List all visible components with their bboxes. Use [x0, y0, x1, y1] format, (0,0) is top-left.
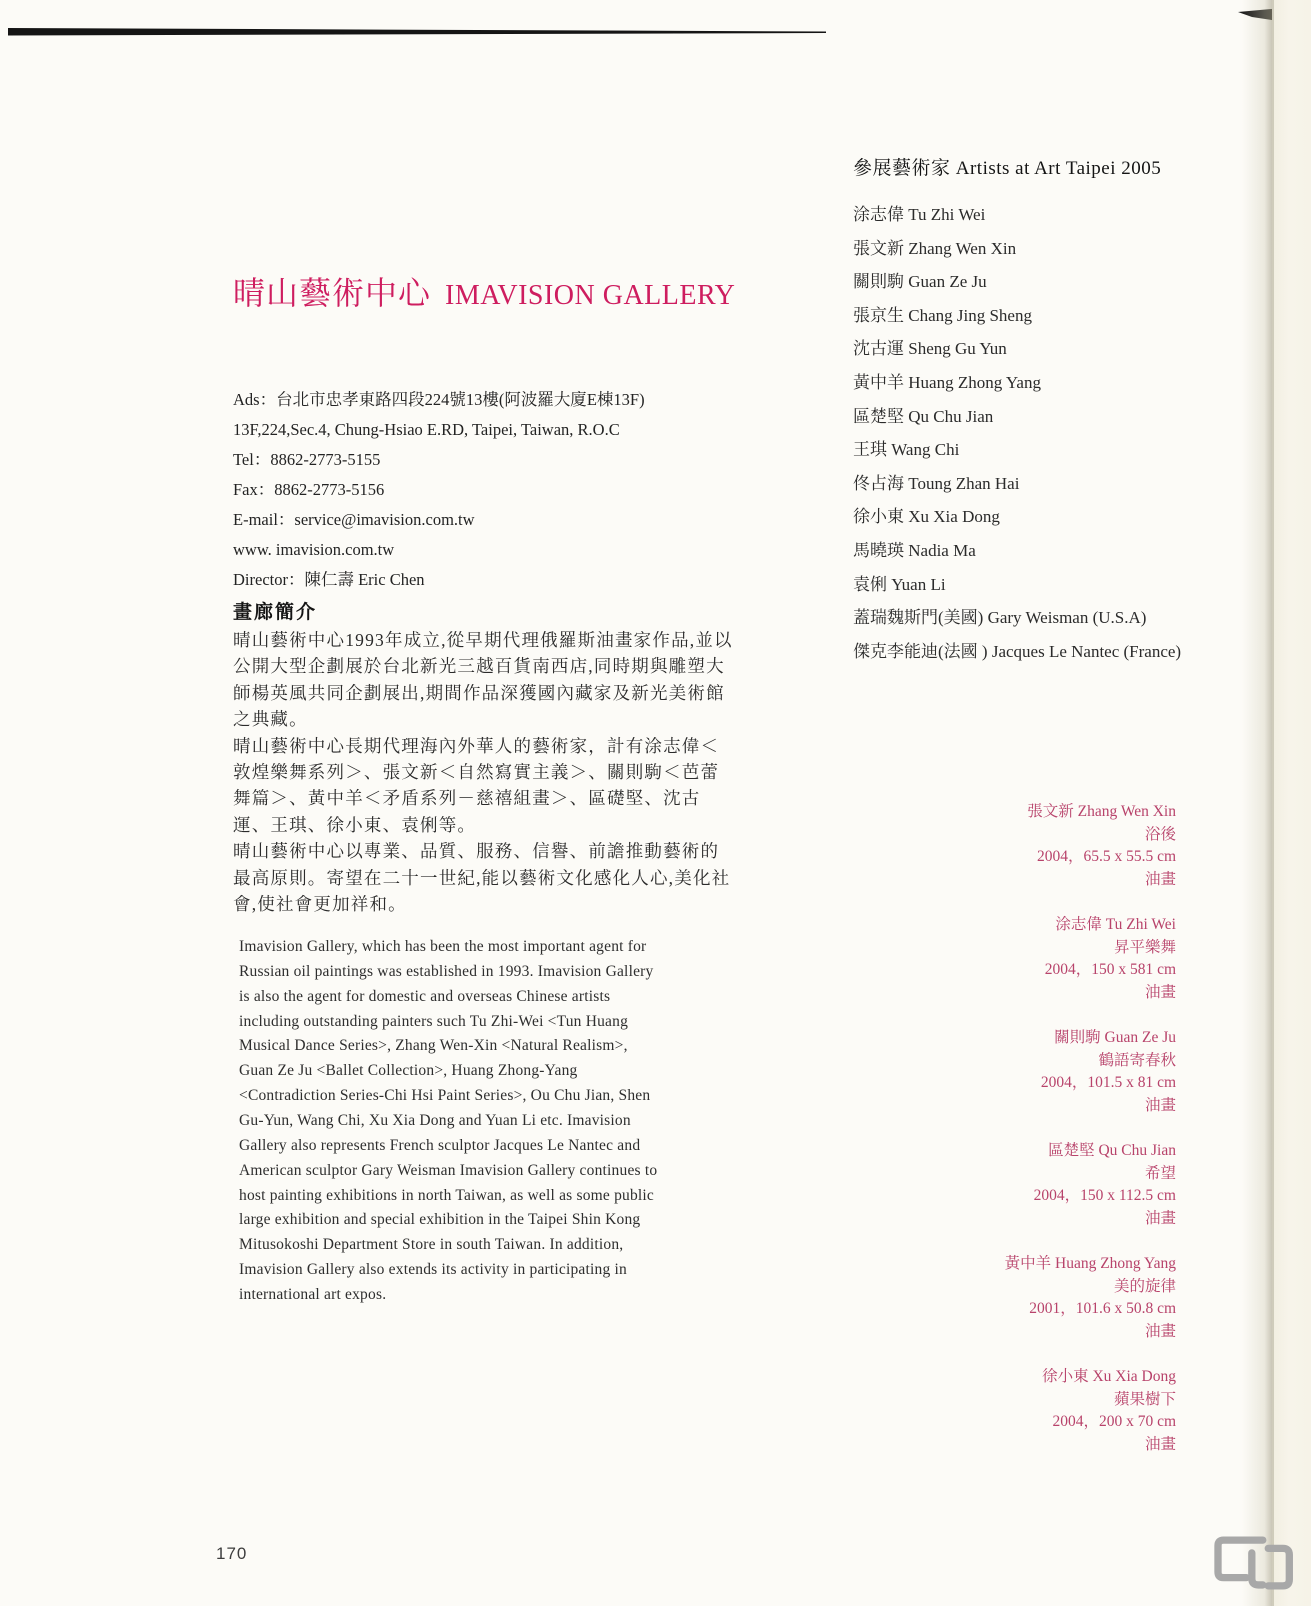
artwork-title: 希望 [1144, 1164, 1176, 1182]
intro-english-line: American sculptor Gary Weisman Imavision Gallery continues to [239, 1161, 658, 1179]
intro-chinese-line: 師楊英風共同企劃展出,期間作品深獲國內藏家及新光美術館 [233, 682, 725, 703]
intro-chinese-line: 之典藏。 [233, 709, 308, 730]
artist-list-item: 馬曉瑛 Nadia Ma [853, 540, 976, 560]
artwork-artist: 徐小東 Xu Xia Dong [1042, 1368, 1176, 1385]
artwork-block [840, 1027, 1176, 1117]
artwork-listings [840, 801, 1176, 1479]
artist-list-item: 關則駒 Guan Ze Ju [853, 272, 987, 292]
artwork-artist: 黃中羊 Huang Zhong Yang [1004, 1255, 1176, 1272]
artist-list-item: 黃中羊 Huang Zhong Yang [853, 372, 1041, 392]
scan-artifact-bars [0, 0, 1311, 60]
artwork-title: 美的旋律 [1113, 1277, 1176, 1295]
artwork-block [840, 1140, 1176, 1230]
contact-line: Director：陳仁壽 Eric Chen [233, 570, 425, 589]
artwork-block [840, 1253, 1176, 1343]
artwork-artist: 關則駒 Guan Ze Ju [1054, 1029, 1176, 1046]
contact-line: Ads：台北市忠孝東路四段224號13樓(阿波羅大廈E棟13F) [233, 390, 645, 409]
artwork-size: 2004，150 x 112.5 cm [1033, 1187, 1176, 1204]
artwork-block [840, 1366, 1176, 1456]
artwork-title: 昇平樂舞 [1113, 938, 1176, 956]
intro-english-line: large exhibition and special exhibition in the Taipei Shin Kong [239, 1211, 641, 1229]
intro-chinese-line: 舞篇＞、黃中羊＜矛盾系列－慈禧組畫＞、區礎堅、沈古 [233, 788, 701, 809]
artwork-title: 鶴語寄春秋 [1098, 1051, 1176, 1069]
artist-list-item: 張文新 Zhang Wen Xin [853, 238, 1017, 258]
intro-heading: 畫廊簡介 [233, 602, 318, 623]
page-edge-band [1274, 0, 1311, 1606]
artist-list-item: 袁俐 Yuan Li [853, 574, 946, 594]
artwork-artist: 涂志偉 Tu Zhi Wei [1055, 916, 1176, 933]
artwork-medium: 油畫 [1144, 1435, 1176, 1453]
artwork-artist: 區楚堅 Qu Chu Jian [1048, 1142, 1176, 1159]
intro-english-line: Imavision Gallery also extends its activity in participating in [239, 1261, 627, 1279]
gallery-title-cjk: 晴山藝術中心 [233, 275, 432, 311]
gallery-title-en: IMAVISION GALLERY [445, 280, 736, 311]
intro-english-line: host painting exhibitions in north Taiwan, as well as some public [239, 1186, 655, 1204]
artwork-medium: 油畫 [1144, 983, 1176, 1001]
intro-chinese-line: 最高原則。寄望在二十一世紀,能以藝術文化感化人心,美化社 [233, 867, 731, 888]
intro-english-line: Imavision Gallery, which has been the most important agent for [239, 938, 647, 955]
artwork-title: 蘋果樹下 [1113, 1390, 1176, 1408]
artwork-artist: 張文新 Zhang Wen Xin [1027, 803, 1176, 820]
intro-english-line: Musical Dance Series>, Zhang Wen-Xin <Natural Realism>, [239, 1037, 628, 1055]
intro-english-paragraph [239, 935, 657, 1308]
artist-list-item: 王琪 Wang Chi [853, 440, 960, 460]
intro-english-line: Russian oil paintings was established in 1993. Imavision Gallery [239, 962, 654, 980]
artwork-size: 2004，200 x 70 cm [1052, 1413, 1176, 1430]
artwork-title: 浴後 [1144, 825, 1176, 843]
intro-chinese-line: 公開大型企劃展於台北新光三越百貨南西店,同時期與雕塑大 [233, 656, 725, 677]
contact-line: 13F,224,Sec.4, Chung-Hsiao E.RD, Taipei, Taiwan, R.O.C [233, 420, 620, 439]
intro-english-line: international art expos. [239, 1286, 387, 1304]
intro-chinese-paragraph [233, 627, 733, 917]
intro-english-line: Gu-Yun, Wang Chi, Xu Xia Dong and Yuan Li etc. Imavision [239, 1112, 631, 1130]
intro-chinese-line: 敦煌樂舞系列＞、張文新＜自然寫實主義＞、關則駒＜芭蕾 [233, 762, 720, 783]
artwork-size: 2004，150 x 581 cm [1044, 961, 1176, 978]
artist-list [853, 198, 1181, 668]
scan-top-bar [8, 28, 826, 36]
artwork-block [840, 914, 1176, 1004]
open-book-icon [1204, 1531, 1296, 1595]
intro-english-line: Guan Ze Ju <Ballet Collection>, Huang Zhong-Yang [239, 1062, 578, 1080]
intro-english-line: <Contradiction Series-Chi Hsi Paint Series>, Ou Chu Jian, Shen [239, 1087, 651, 1105]
artist-list-item: 張京生 Chang Jing Sheng [853, 305, 1032, 325]
page-number: 170 [216, 1544, 248, 1563]
contact-line: E-mail：service@imavision.com.tw [233, 510, 475, 529]
intro-english-line: including outstanding painters such Tu Zhi-Wei <Tun Huang [239, 1012, 629, 1030]
artist-list-item: 佟占海 Toung Zhan Hai [853, 473, 1020, 493]
page-edge-shadow [1242, 0, 1272, 1606]
gallery-title [233, 268, 735, 314]
artist-list-item: 區楚堅 Qu Chu Jian [853, 406, 994, 426]
contact-line: www. imavision.com.tw [233, 540, 395, 559]
contact-line: Fax：8862-2773-5156 [233, 480, 385, 499]
artist-list-item: 蓋瑞魏斯門(美國) Gary Weisman (U.S.A) [853, 608, 1147, 628]
artists-heading: 參展藝術家 Artists at Art Taipei 2005 [853, 158, 1162, 179]
intro-english-line: Mitusokoshi Department Store in south Taiwan. In addition, [239, 1236, 624, 1254]
artwork-medium: 油畫 [1144, 1322, 1176, 1340]
artwork-medium: 油畫 [1144, 1209, 1176, 1227]
intro-english-line: is also the agent for domestic and overseas Chinese artists [239, 987, 611, 1005]
intro-chinese-line: 晴山藝術中心1993年成立,從早期代理俄羅斯油畫家作品,並以 [233, 630, 733, 650]
artist-list-item: 傑克李能迪(法國 ) Jacques Le Nantec (France) [853, 641, 1182, 661]
artwork-size: 2001，101.6 x 50.8 cm [1029, 1300, 1176, 1317]
intro-chinese-line: 晴山藝術中心長期代理海內外華人的藝術家，計有涂志偉＜ [233, 735, 720, 756]
artist-list-item: 徐小東 Xu Xia Dong [853, 507, 1000, 527]
contact-block [233, 385, 645, 595]
artist-list-item: 沈古運 Sheng Gu Yun [853, 339, 1007, 359]
artwork-size: 2004，101.5 x 81 cm [1040, 1074, 1176, 1091]
contact-line: Tel：8862-2773-5155 [233, 450, 381, 469]
artwork-medium: 油畫 [1144, 1096, 1176, 1114]
artwork-size: 2004，65.5 x 55.5 cm [1036, 848, 1176, 865]
intro-chinese-line: 會,使社會更加祥和。 [233, 894, 407, 915]
artist-list-item: 涂志偉 Tu Zhi Wei [853, 205, 986, 224]
intro-chinese-line: 運、王琪、徐小東、袁俐等。 [233, 814, 477, 835]
artwork-block [840, 801, 1176, 891]
artwork-medium: 油畫 [1144, 870, 1176, 888]
intro-english-line: Gallery also represents French sculptor Jacques Le Nantec and [239, 1136, 641, 1154]
intro-chinese-line: 晴山藝術中心以專業、品質、服務、信譽、前譫推動藝術的 [233, 841, 720, 862]
